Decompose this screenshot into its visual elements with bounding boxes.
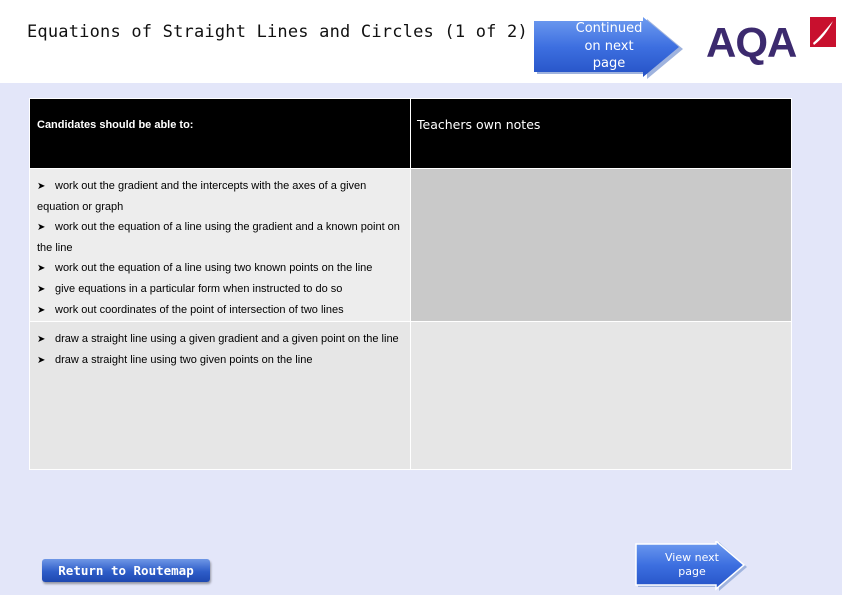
header-left-cell: Candidates should be able to:: [30, 99, 411, 169]
arrow-bullet-icon: ➤: [37, 181, 46, 192]
list-item: ➤ work out the equation of a line using the gradient and a known point on the line: [37, 217, 406, 258]
notes-cell-1[interactable]: [411, 169, 792, 322]
view-next-page-button[interactable]: [634, 541, 748, 591]
page-title: Equations of Straight Lines and Circles (1 of 2): [27, 22, 528, 42]
list-item: ➤ work out the gradient and the intercepts with the axes of a given equation or graph: [37, 176, 406, 217]
arrow-bullet-icon: ➤: [37, 284, 46, 295]
section1-list: [30, 169, 411, 322]
list-item: ➤ work out coordinates of the point of intersection of two lines: [37, 300, 406, 321]
header-right-cell: Teachers own notes: [411, 99, 792, 169]
list-item: ➤ draw a straight line using two given points on the line: [37, 350, 406, 371]
continued-label-line2: on next: [584, 38, 634, 54]
arrow-bullet-icon: ➤: [37, 305, 46, 316]
arrow-bullet-icon: ➤: [37, 222, 46, 233]
arrow-bullet-icon: ➤: [37, 263, 46, 274]
aqa-logo: [706, 17, 836, 67]
logo-text: AQA: [706, 19, 797, 66]
page-header: [0, 0, 842, 83]
continued-label-line3: page: [592, 56, 626, 71]
notes-cell-2[interactable]: [411, 322, 792, 470]
list-item: ➤ work out the equation of a line using two known points on the line: [37, 258, 406, 279]
continued-label-line1: Continued: [575, 21, 643, 36]
list-item: ➤ give equations in a particular form when instructed to do so: [37, 279, 406, 300]
section2-list: [30, 322, 411, 470]
view-next-line2: page: [678, 565, 706, 578]
arrow-bullet-icon: ➤: [37, 355, 46, 366]
return-to-routemap-button[interactable]: Return to Routemap: [42, 559, 210, 582]
list-item: ➤ draw a straight line using a given gradient and a given point on the line: [37, 329, 406, 350]
content-table: [29, 98, 792, 470]
logo-swoosh-icon: [810, 17, 836, 47]
continued-on-next-page-arrow[interactable]: [533, 17, 683, 79]
arrow-bullet-icon: ➤: [37, 334, 46, 345]
view-next-line1: View next: [665, 551, 719, 564]
